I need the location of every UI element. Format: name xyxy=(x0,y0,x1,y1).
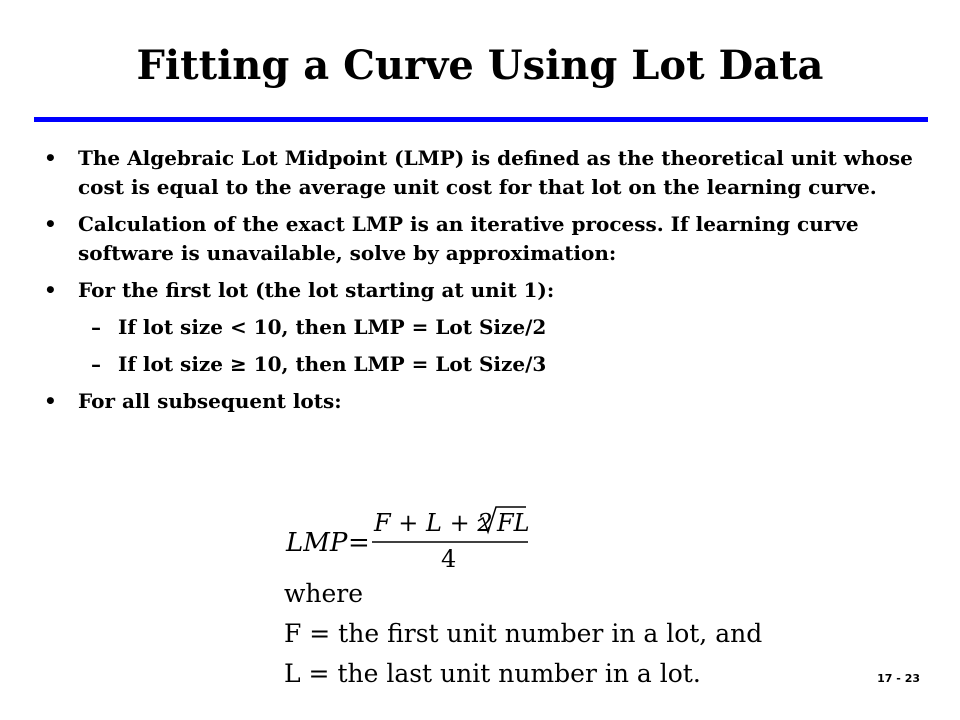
formula-numerator: F + L + 2 xyxy=(374,509,493,537)
bullet-text: For the first lot (the lot starting at unit 1): xyxy=(78,278,555,302)
dash-icon: – xyxy=(91,315,101,339)
bullet-icon: • xyxy=(44,146,57,170)
bullet-item-subsequent-lots xyxy=(44,387,924,416)
dash-icon: – xyxy=(91,352,101,376)
bullet-icon: • xyxy=(44,389,57,413)
formula-definition-f: F = the first unit number in a lot, and xyxy=(284,619,763,648)
sub-bullet-text: If lot size < 10, then LMP = Lot Size/2 xyxy=(118,315,547,339)
formula-equals: = xyxy=(348,528,370,558)
slide-title: Fitting a Curve Using Lot Data xyxy=(136,42,824,89)
bullet-icon: • xyxy=(44,278,57,302)
formula-definition-l: L = the last unit number in a lot. xyxy=(284,659,701,688)
bullet-text: For all subsequent lots: xyxy=(78,389,342,413)
formula-denominator: 4 xyxy=(441,545,457,573)
formula-lhs: LMP xyxy=(286,528,348,558)
sub-bullet-lot-size-less-than-10 xyxy=(44,313,924,342)
formula-radicand: FL xyxy=(497,509,530,537)
sub-bullet-text: If lot size ≥ 10, then LMP = Lot Size/3 xyxy=(118,352,547,376)
bullet-item-lmp-definition xyxy=(44,144,924,202)
bullet-text: The Algebraic Lot Midpoint (LMP) is defined as the theoretical unit whose cost is equal to the average unit cost for that lot on the learning curve. xyxy=(78,146,913,199)
slide-content xyxy=(44,144,924,424)
bullet-item-calculation xyxy=(44,210,924,268)
lmp-formula xyxy=(284,505,544,577)
bullet-item-first-lot xyxy=(44,276,924,305)
bullet-text: Calculation of the exact LMP is an iterative process. If learning curve software is unavailable, solve by approximation: xyxy=(78,212,859,265)
sub-bullet-lot-size-at-least-10 xyxy=(44,350,924,379)
bullet-icon: • xyxy=(44,212,57,236)
title-divider xyxy=(34,117,928,122)
lmp-formula-block xyxy=(284,505,763,705)
page-number: 17 - 23 xyxy=(877,672,920,685)
formula-where: where xyxy=(284,579,364,608)
